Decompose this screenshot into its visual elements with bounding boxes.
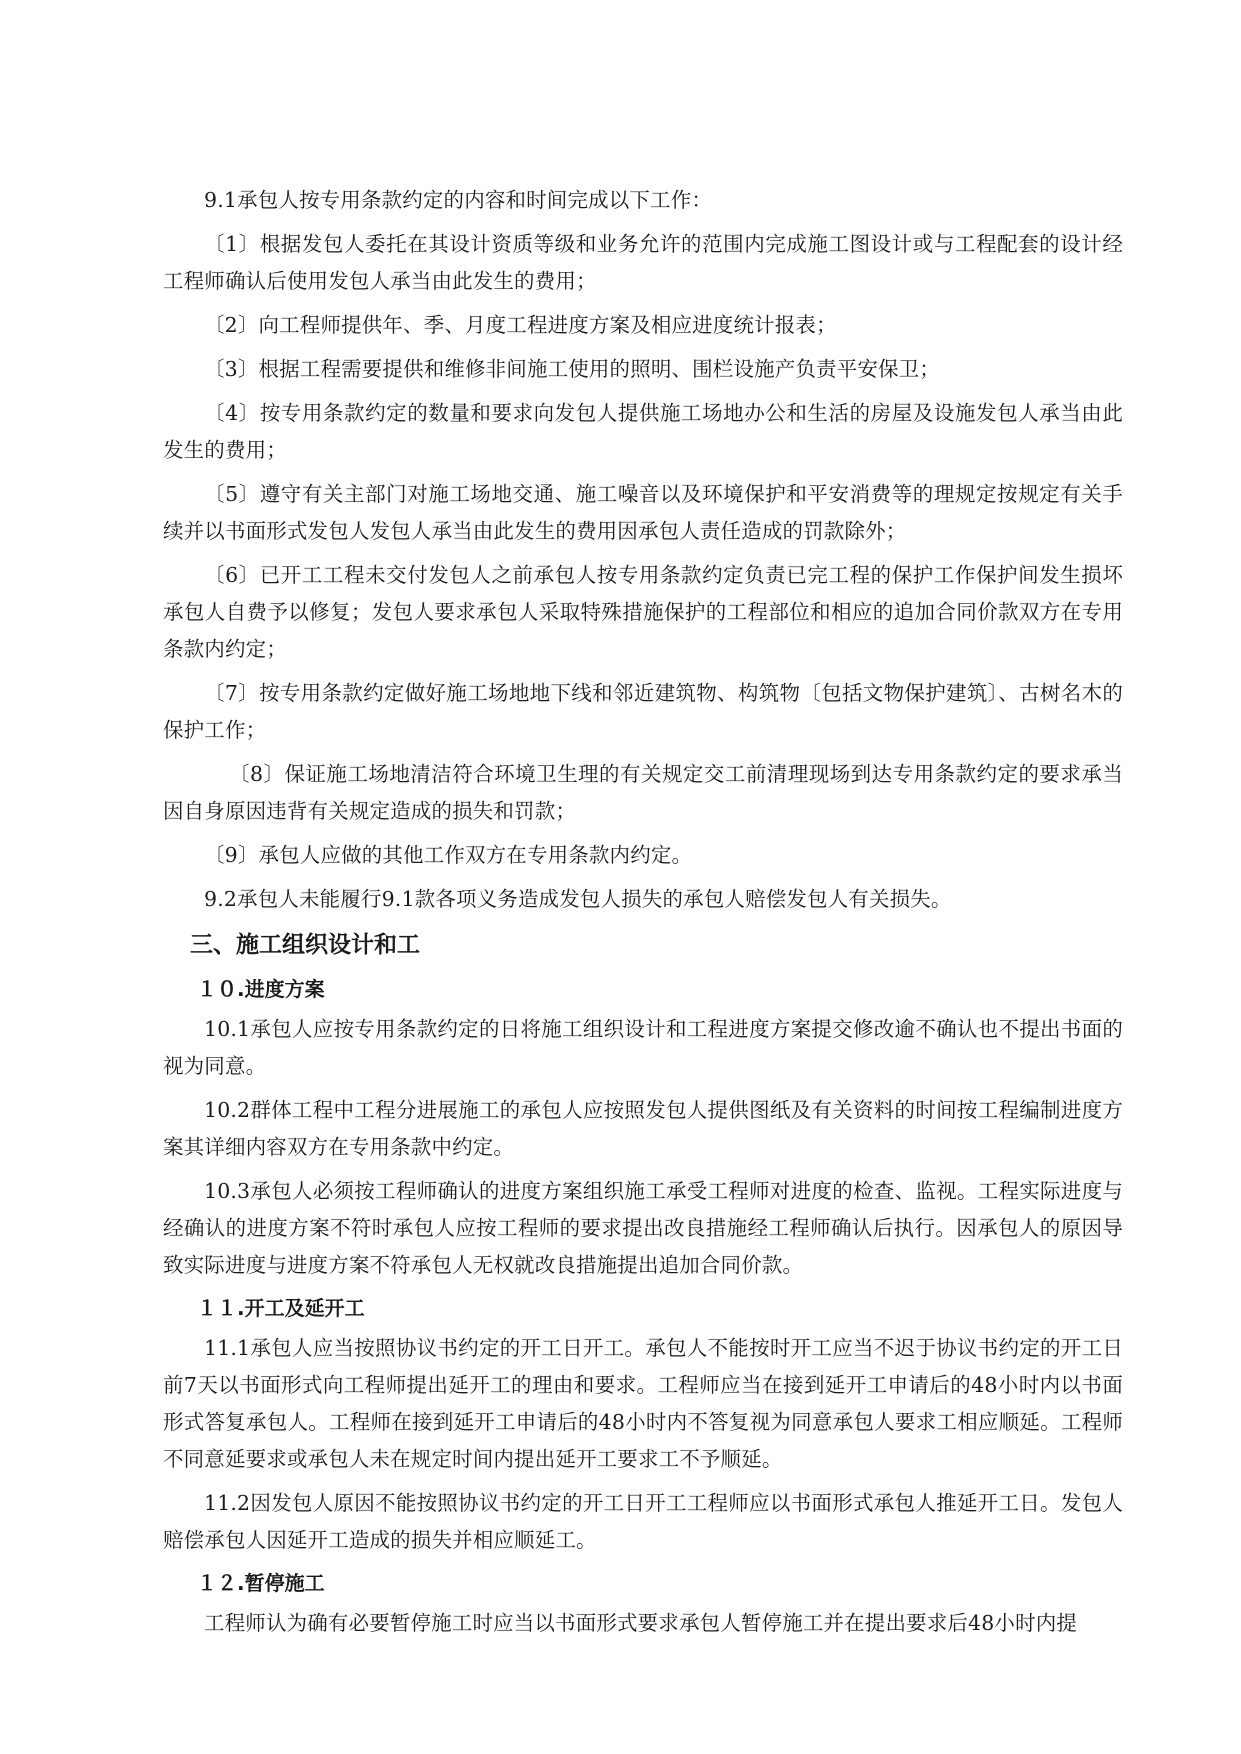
section-11-heading: １１.开工及延开工 <box>197 1296 365 1320</box>
clause-12-1: 工程师认为确有必要暂停施工时应当以书面形式要求承包人暂停施工并在提出要求后48小时内提 <box>204 1611 1078 1635</box>
document-page <box>163 182 1123 1642</box>
clause-9-1-item-3: 〔3〕根据工程需要提供和维修非间施工使用的照明、围栏设施产负责平安保卫； <box>204 357 940 381</box>
clause-10-3: 10.3承包人必须按工程师确认的进度方案组织施工承受工程师对进度的检查、监视。工程实际进度与经确认的进度方案不符时承包人应按工程师的要求提出改良措施经工程师确认后执行。因承包人的原因导致实际进度与进度方案不符承包人无权就改良措施提出追加合同价款。 <box>163 1179 1123 1277</box>
clause-9-1-item-2: 〔2〕向工程师提供年、季、月度工程进度方案及相应进度统计报表； <box>204 313 837 337</box>
clause-9-1: 9.1承包人按专用条款约定的内容和时间完成以下工作： <box>204 188 713 212</box>
clause-9-1-item-1: 〔1〕根据发包人委托在其设计资质等级和业务允许的范围内完成施工图设计或与工程配套的设计经工程师确认后使用发包人承当由此发生的费用； <box>163 232 1123 293</box>
section-12-heading: １２.暂停施工 <box>197 1571 325 1595</box>
clause-11-2: 11.2因发包人原因不能按照协议书约定的开工日开工工程师应以书面形式承包人推延开工日。发包人赔偿承包人因延开工造成的损失并相应顺延工。 <box>163 1491 1123 1552</box>
clause-9-1-item-7: 〔7〕按专用条款约定做好施工场地地下线和邻近建筑物、构筑物〔包括文物保护建筑〕、古树名木的保护工作； <box>163 681 1123 742</box>
clause-10-2: 10.2群体工程中工程分进展施工的承包人应按照发包人提供图纸及有关资料的时间按工程编制进度方案其详细内容双方在专用条款中约定。 <box>163 1098 1123 1159</box>
clause-9-2: 9.2承包人未能履行9.1款各项义务造成发包人损失的承包人赔偿发包人有关损失。 <box>204 887 952 911</box>
clause-9-1-item-6: 〔6〕已开工工程未交付发包人之前承包人按专用条款约定负责已完工程的保护工作保护间发生损坏承包人自费予以修复；发包人要求承包人采取特殊措施保护的工程部位和相应的追加合同价款双方在专用条款内约定； <box>163 563 1123 661</box>
part-3-heading: 三、施工组织设计和工 <box>190 932 420 958</box>
clause-9-1-item-9: 〔9〕承包人应做的其他工作双方在专用条款内约定。 <box>204 843 693 867</box>
clause-10-1: 10.1承包人应按专用条款约定的日将施工组织设计和工程进度方案提交修改逾不确认也不提出书面的视为同意。 <box>163 1017 1123 1078</box>
clause-9-1-item-8: 〔8〕保证施工场地清洁符合环境卫生理的有关规定交工前清理现场到达专用条款约定的要求承当因自身原因违背有关规定造成的损失和罚款； <box>163 762 1123 823</box>
clause-9-1-item-4: 〔4〕按专用条款约定的数量和要求向发包人提供施工场地办公和生活的房屋及设施发包人承当由此发生的费用； <box>163 401 1123 462</box>
clause-9-1-item-5: 〔5〕遵守有关主部门对施工场地交通、施工噪音以及环境保护和平安消费等的理规定按规定有关手续并以书面形式发包人发包人承当由此发生的费用因承包人责任造成的罚款除外； <box>163 482 1123 543</box>
section-10-heading: １０.进度方案 <box>197 977 325 1001</box>
clause-11-1: 11.1承包人应当按照协议书约定的开工日开工。承包人不能按时开工应当不迟于协议书约定的开工日前7天以书面形式向工程师提出延开工的理由和要求。工程师应当在接到延开工申请后的48小时内以书面形式答复承包人。工程师在接到延开工申请后的48小时内不答复视为同意承包人要求工相应顺延。工程师不同意延要求或承包人未在规定时间内提出延开工要求工不予顺延。 <box>163 1336 1123 1471</box>
